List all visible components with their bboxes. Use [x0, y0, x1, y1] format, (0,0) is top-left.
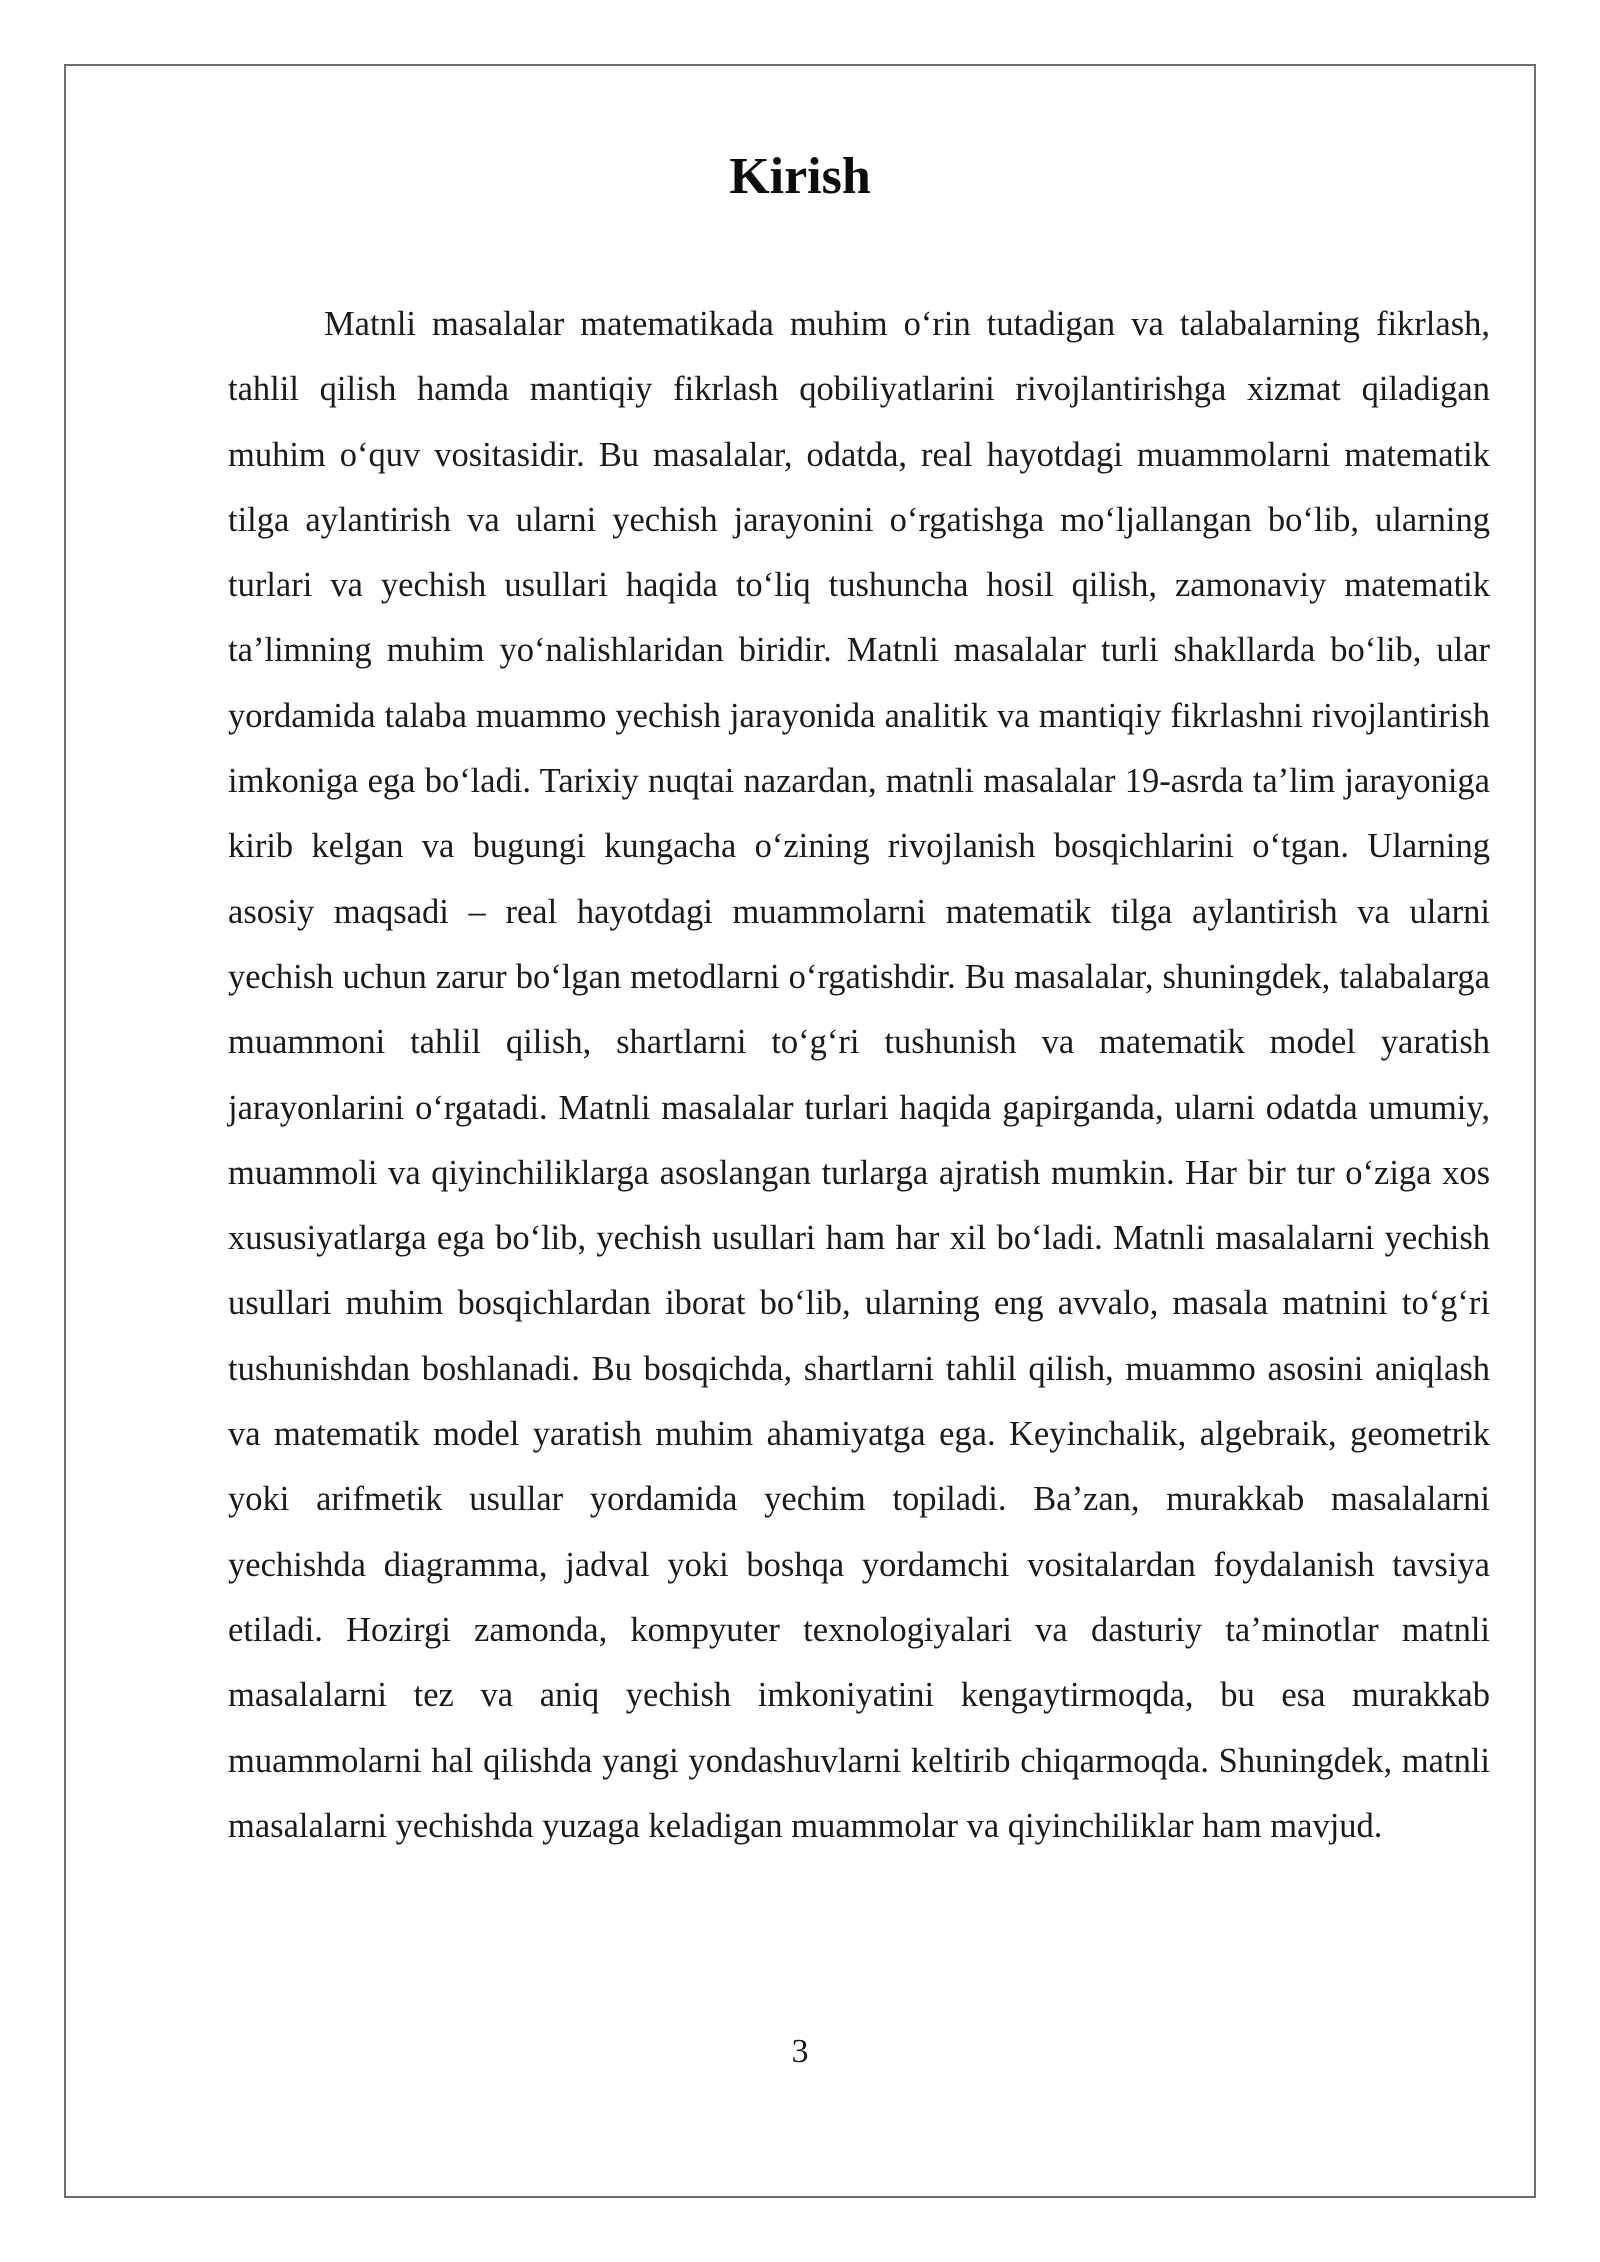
page-title: Kirish [729, 148, 871, 205]
page-number: 3 [791, 2033, 809, 2070]
body-paragraph: Matnli masalalar matematikada muhim oʻrin tutadigan va talabalarning fikrlash, tahlil qilish hamda mantiqiy fikrlash qobiliyatlarini rivojlantirishga xizmat qiladigan muhim oʻquv vositasidir. Bu masalalar, odatda, real hayotdagi muammolarni matematik tilga aylantirish va ularni yechish jarayonini oʻrgatishga moʻljallangan boʻlib, ularning turlari va yechish usullari haqida toʻliq tushuncha hosil qilish, zamonaviy matematik taʼlimning muhim yoʻnalishlaridan biridir. Matnli masalalar turli shakllarda boʻlib, ular yordamida talaba muammo yechish jarayonida analitik va mantiqiy fikrlashni rivojlantirish imkoniga ega boʻladi. Tarixiy nuqtai nazardan, matnli masalalar 19-asrda taʼlim jarayoniga kirib kelgan va bugungi kungacha oʻzining rivojlanish bosqichlarini oʻtgan. Ularning asosiy maqsadi – real hayotdagi muammolarni matematik tilga aylantirish va ularni yechish uchun zarur boʻlgan metodlarni oʻrgatishdir. Bu masalalar, shuningdek, talabalarga muammoni tahlil qilish, shartlarni toʻgʻri tushunish va matematik model yaratish jarayonlarini oʻrgatadi. Matnli masalalar turlari haqida gapirganda, ularni odatda umumiy, muammoli va qiyinchiliklarga asoslangan turlarga ajratish mumkin. Har bir tur oʻziga xos xususiyatlarga ega boʻlib, yechish usullari ham har xil boʻladi. Matnli masalalarni yechish usullari muhim bosqichlardan iborat boʻlib, ularning eng avvalo, masala matnini toʻgʻri tushunishdan boshlanadi. Bu bosqichda, shartlarni tahlil qilish, muammo asosini aniqlash va matematik model yaratish muhim ahamiyatga ega. Keyinchalik, algebraik, geometrik yoki arifmetik usullar yordamida yechim topiladi. Baʼzan, murakkab masalalarni yechishda diagramma, jadval yoki boshqa yordamchi vositalardan foydalanish tavsiya etiladi. Hozirgi zamonda, kompyuter texnologiyalari va dasturiy taʼminotlar matnli masalalarni tez va aniq yechish imkoniyatini kengaytirmoqda, bu esa murakkab muammolarni hal qilishda yangi yondashuvlarni keltirib chiqarmoqda. Shuningdek, matnli masalalarni yechishda yuzaga keladigan muammolar va qiyinchiliklar ham mavjud. [228, 305, 1490, 1845]
